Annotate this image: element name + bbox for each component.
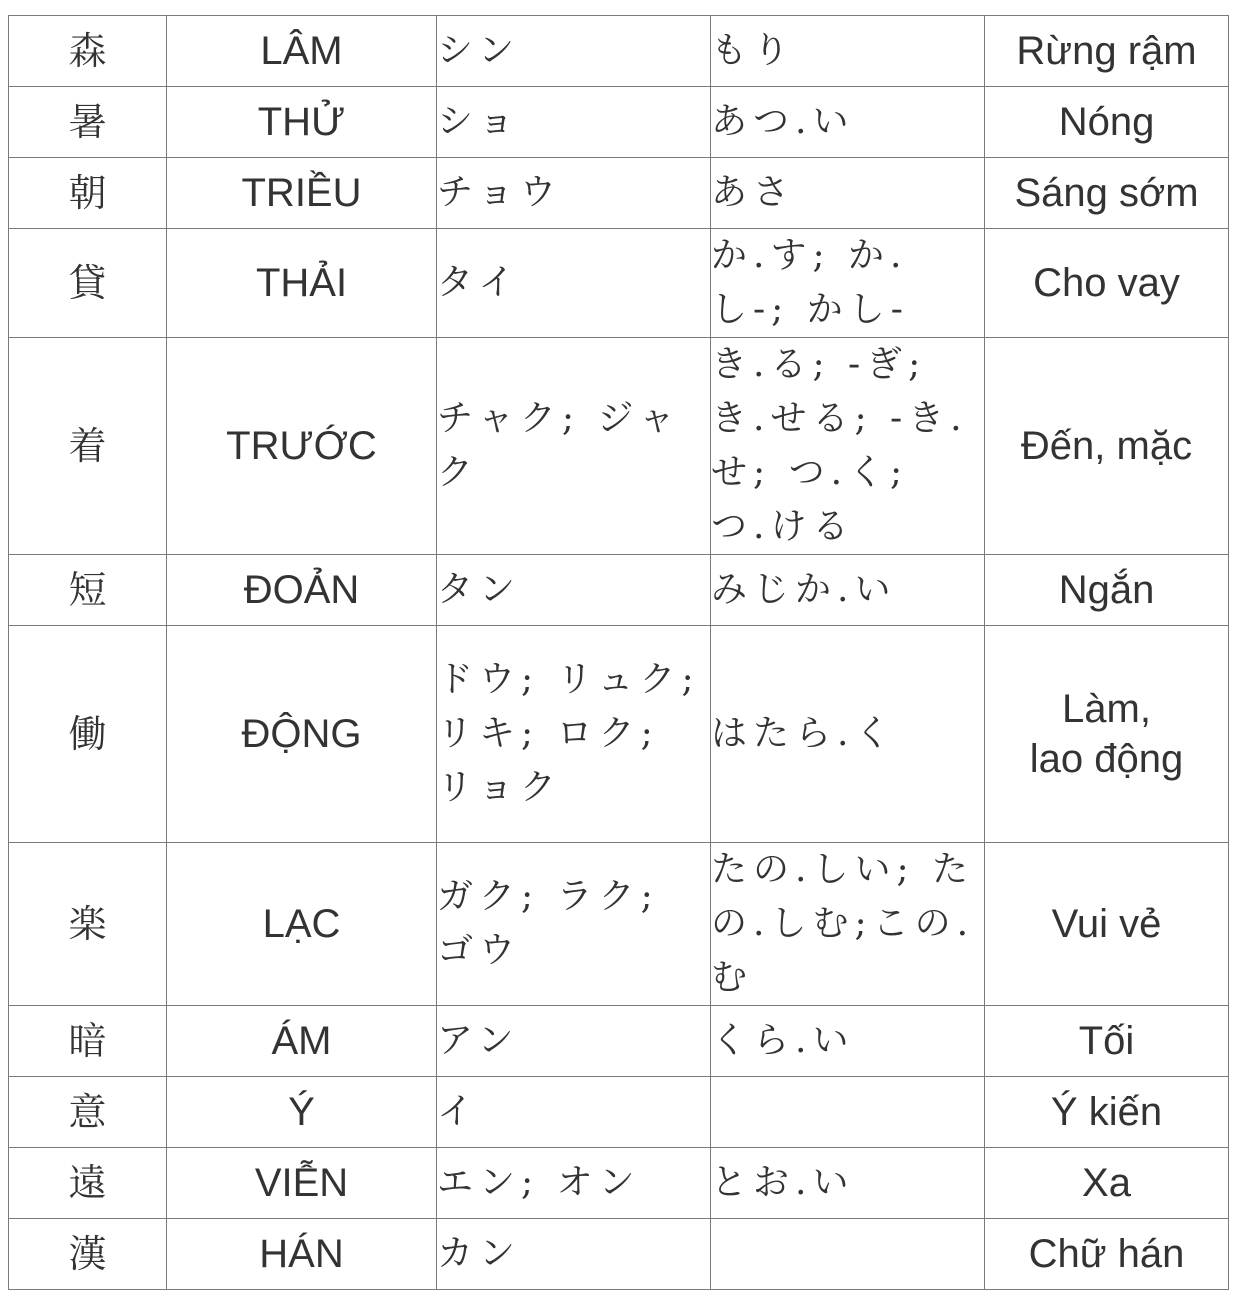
meaning-cell: Đến, mặc (985, 338, 1229, 555)
meaning-cell: Ý kiến (985, 1077, 1229, 1148)
meaning-cell: Nóng (985, 87, 1229, 158)
hanviet-cell: Ý (167, 1077, 437, 1148)
onyomi-cell: タン (437, 555, 711, 626)
hanviet-cell: LÂM (167, 16, 437, 87)
kunyomi-cell: あつ.い (711, 87, 985, 158)
kunyomi-cell: か.す; か.し-; かし- (711, 229, 985, 338)
kunyomi-cell (711, 1077, 985, 1148)
onyomi-cell: カン (437, 1219, 711, 1290)
hanviet-cell: ĐOẢN (167, 555, 437, 626)
onyomi-cell: アン (437, 1006, 711, 1077)
onyomi-cell: チョウ (437, 158, 711, 229)
table-row (9, 16, 1229, 87)
kanji-cell: 楽 (9, 843, 167, 1006)
kunyomi-cell: とお.い (711, 1148, 985, 1219)
kanji-cell: 暗 (9, 1006, 167, 1077)
hanviet-cell: TRƯỚC (167, 338, 437, 555)
kanji-cell: 貸 (9, 229, 167, 338)
meaning-cell: Xa (985, 1148, 1229, 1219)
onyomi-cell: イ (437, 1077, 711, 1148)
hanviet-cell: ÁM (167, 1006, 437, 1077)
table-row (9, 843, 1229, 1006)
kunyomi-cell: き.る; -ぎ; き.せる; -き.せ; つ.く; つ.ける (711, 338, 985, 555)
hanviet-cell: VIỄN (167, 1148, 437, 1219)
meaning-cell: Vui vẻ (985, 843, 1229, 1006)
kanji-cell: 森 (9, 16, 167, 87)
meaning-cell: Ngắn (985, 555, 1229, 626)
onyomi-cell: タイ (437, 229, 711, 338)
meaning-cell: Chữ hán (985, 1219, 1229, 1290)
table-row (9, 338, 1229, 555)
hanviet-cell: LẠC (167, 843, 437, 1006)
table-row (9, 1148, 1229, 1219)
kunyomi-cell: あさ (711, 158, 985, 229)
table-row (9, 1219, 1229, 1290)
kanji-cell: 漢 (9, 1219, 167, 1290)
kunyomi-cell: はたら.く (711, 626, 985, 843)
kunyomi-cell: くら.い (711, 1006, 985, 1077)
meaning-cell: Cho vay (985, 229, 1229, 338)
onyomi-cell: ガク; ラク; ゴウ (437, 843, 711, 1006)
table-row (9, 158, 1229, 229)
kanji-cell: 働 (9, 626, 167, 843)
kanji-cell: 意 (9, 1077, 167, 1148)
table-row (9, 1077, 1229, 1148)
onyomi-cell: シン (437, 16, 711, 87)
hanviet-cell: THỬ (167, 87, 437, 158)
kunyomi-cell: みじか.い (711, 555, 985, 626)
kanji-cell: 遠 (9, 1148, 167, 1219)
kunyomi-cell (711, 1219, 985, 1290)
meaning-cell: Sáng sớm (985, 158, 1229, 229)
onyomi-cell: ショ (437, 87, 711, 158)
kanji-table (8, 15, 1229, 1290)
table-row (9, 87, 1229, 158)
hanviet-cell: TRIỀU (167, 158, 437, 229)
meaning-cell: Làm, lao động (985, 626, 1229, 843)
hanviet-cell: ĐỘNG (167, 626, 437, 843)
kanji-cell: 暑 (9, 87, 167, 158)
table-row (9, 229, 1229, 338)
kanji-cell: 着 (9, 338, 167, 555)
hanviet-cell: HÁN (167, 1219, 437, 1290)
kanji-cell: 短 (9, 555, 167, 626)
onyomi-cell: エン; オン (437, 1148, 711, 1219)
onyomi-cell: チャク; ジャク (437, 338, 711, 555)
table-row (9, 555, 1229, 626)
onyomi-cell: ドウ; リュク; リキ; ロク; リョク (437, 626, 711, 843)
kanji-cell: 朝 (9, 158, 167, 229)
table-row (9, 1006, 1229, 1077)
table-row (9, 626, 1229, 843)
kunyomi-cell: もり (711, 16, 985, 87)
kunyomi-cell: たの.しい; たの.しむ;この.む (711, 843, 985, 1006)
meaning-cell: Rừng rậm (985, 16, 1229, 87)
hanviet-cell: THẢI (167, 229, 437, 338)
meaning-cell: Tối (985, 1006, 1229, 1077)
